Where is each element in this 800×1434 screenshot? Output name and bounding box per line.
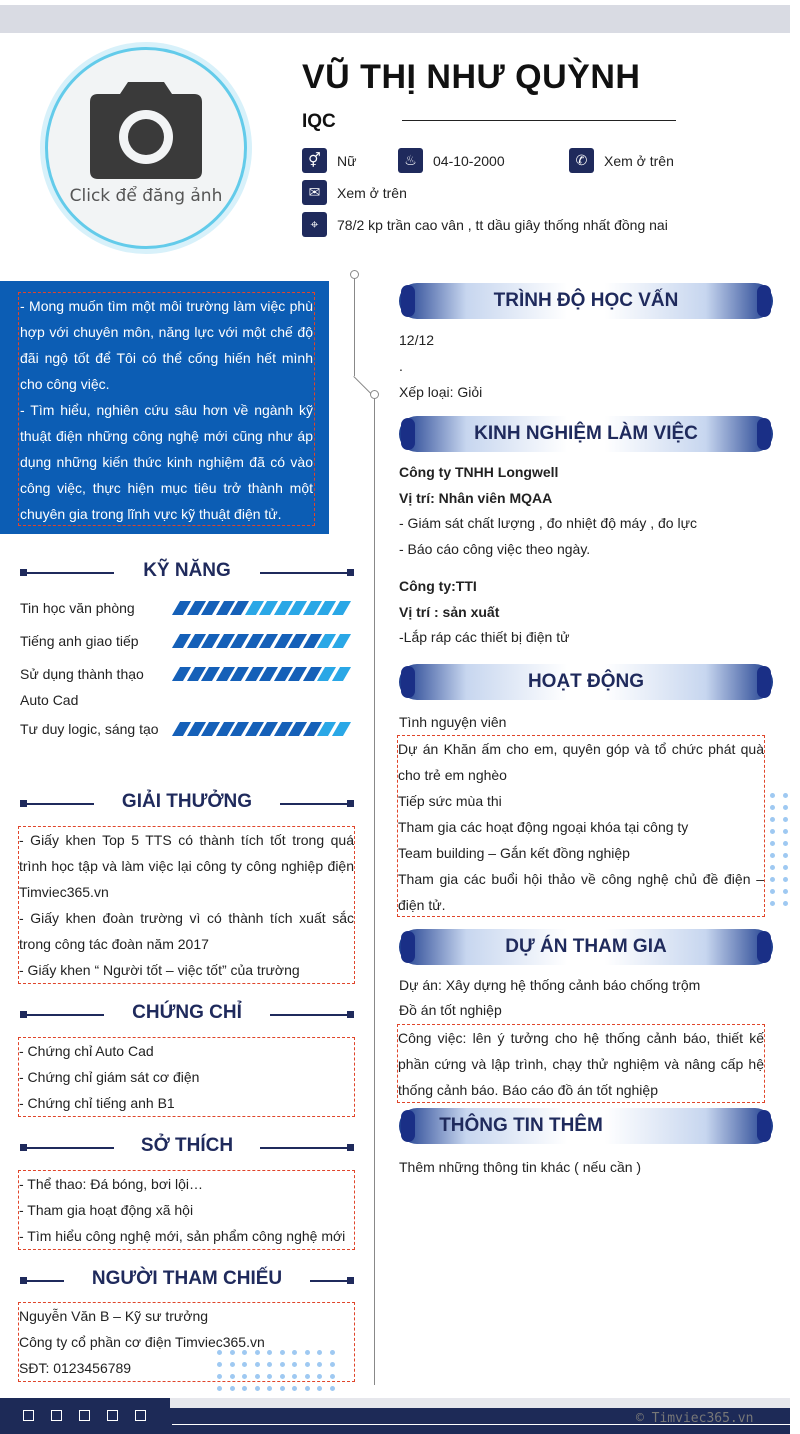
decorative-dot [770,793,775,798]
decorative-dot [330,1374,335,1379]
activity-item: Tham gia các buổi hội thảo về công nghệ chủ đề điện – điện tử. [398,871,764,913]
decorative-dot [770,805,775,810]
decorative-dot [770,877,775,882]
decorative-dot [770,889,775,894]
decorative-dot [242,1374,247,1379]
skill-name: Tin học văn phòng [20,600,135,616]
email-value: Xem ở trên [337,184,407,201]
decorative-dot [783,901,788,906]
decorative-dot [305,1374,310,1379]
skill-level-bar [176,722,350,736]
decorative-dot [292,1374,297,1379]
address-field [302,212,668,237]
education-heading [399,283,773,319]
reference-line: Nguyễn Văn B – Kỹ sư trưởng [19,1308,209,1324]
decorative-dot [770,901,775,906]
timeline-line [374,395,375,1385]
full-name: VŨ THỊ NHƯ QUỲNH [302,58,641,96]
skill-level-bar [176,667,350,681]
decorative-dot [280,1386,285,1391]
extra-info-heading [399,1108,773,1144]
certificate-item: - Chứng chỉ tiếng anh B1 [19,1095,175,1111]
hobbies-text[interactable] [18,1170,355,1250]
decorative-dot [217,1350,222,1355]
project-work-text[interactable] [397,1024,765,1103]
decorative-dot [217,1386,222,1391]
decorative-dot [783,805,788,810]
decorative-dot [770,817,775,822]
activities-text[interactable] [397,735,765,917]
decorative-dot [783,853,788,858]
divider [402,120,676,121]
skill-name: Sử dụng thành thạo Auto Cad [20,666,144,708]
decorative-dot [267,1350,272,1355]
timeline-dot [370,390,379,399]
job-task: -Lắp ráp các thiết bị điện tử [399,629,570,645]
section-title: THÔNG TIN THÊM [439,1115,603,1136]
decorative-dot [305,1362,310,1367]
activity-item: Tiếp sức mùa thi [398,793,502,809]
decorative-dot [255,1362,260,1367]
gender-value: Nữ [337,152,357,169]
decorative-dot [217,1374,222,1379]
section-title: CHỨNG CHỈ [132,1002,242,1023]
reference-line: SĐT: 0123456789 [19,1360,132,1376]
decorative-dot [217,1362,222,1367]
objective-paragraph: - Mong muốn tìm một môi trường làm việc phù hợp với chuyên môn, năng lực với một chế độ đãi ngộ tốt để Tôi có thể cống hiến hết mình cho công việc. [20,298,313,392]
decorative-dot [770,853,775,858]
decorative-dot [242,1350,247,1355]
decorative-dot [330,1362,335,1367]
camera-icon[interactable] [90,82,202,179]
decorative-dot [783,829,788,834]
project-work: Công việc: lên ý tưởng cho hệ thống cảnh báo, thiết kế phần cứng và lập trình, chạy thử nghiệm và nâng cấp hệ thống cảnh báo. Báo cáo đồ án tốt nghiệp [398,1030,764,1098]
decorative-dot [255,1350,260,1355]
objective-paragraph: - Tìm hiểu, nghiên cứu sâu hơn về ngành kỹ thuật điện những công nghệ mới cũng như áp dụng những kiến thức kinh nghiệm đã có vào công việc, thực hiện mục tiêu trở thành một chuyên gia trong lĩnh vực kỹ thuật điện tử. [20,402,313,522]
project-name: Dự án: Xây dựng hệ thống cảnh báo chống trộm [399,977,701,993]
section-title: DỰ ÁN THAM GIA [505,936,667,957]
decorative-dot [242,1362,247,1367]
company-name: Công ty:TTI [399,578,477,594]
footer-square [51,1410,62,1421]
activity-item: Team building – Gắn kết đồng nghiệp [398,845,630,861]
job-role: Vị trí: Nhân viên MQAA [399,489,553,506]
skill-name: Tiếng anh giao tiếp [20,633,139,649]
career-objective-text[interactable] [18,292,315,526]
experience-heading [399,416,773,452]
decorative-dot [317,1362,322,1367]
decorative-dot [783,817,788,822]
footer-stripe [170,1398,790,1408]
section-title: SỞ THÍCH [140,1135,234,1156]
project-type: Đồ án tốt nghiệp [399,1002,502,1018]
education-line: Xếp loại: Giỏi [399,384,483,400]
award-item: - Giấy khen “ Người tốt – việc tốt” của trường [19,962,300,978]
decorative-dot [242,1386,247,1391]
gender-icon: ⚥ [302,148,327,173]
hobbies-heading [20,1135,354,1161]
education-line: 12/12 [399,332,435,348]
projects-heading [399,929,773,965]
decorative-dot [770,829,775,834]
decorative-dot [305,1350,310,1355]
footer-square [23,1410,34,1421]
hobby-item: - Tham gia hoạt động xã hội [19,1202,194,1218]
section-title: HOẠT ĐỘNG [527,671,645,692]
top-band [0,5,790,33]
email-field [302,180,407,205]
gender-field [302,148,356,173]
skill-level-bar [176,601,350,615]
decorative-dot [292,1350,297,1355]
decorative-dot [770,865,775,870]
certificate-item: - Chứng chỉ giám sát cơ điện [19,1069,200,1085]
decorative-dot [230,1350,235,1355]
address-value: 78/2 kp trần cao vân , tt dầu giây thống nhất đồng nai [337,216,668,233]
extra-info-text[interactable]: Thêm những thông tin khác ( nếu cần ) [399,1159,642,1175]
reference-line: Công ty cổ phần cơ điện Timviec365.vn [19,1334,265,1350]
decorative-dot [330,1386,335,1391]
hobby-item: - Thể thao: Đá bóng, bơi lội… [19,1176,204,1192]
decorative-dot [317,1374,322,1379]
phone-field [569,148,674,173]
birthday-cake-icon: ♨ [398,148,423,173]
decorative-dot [267,1362,272,1367]
decorative-dot [783,793,788,798]
skills-heading [20,560,354,586]
brand-watermark: © Timviec365.vn [636,1411,754,1426]
decorative-dot [783,865,788,870]
hobby-item: - Tìm hiểu công nghệ mới, sản phẩm công nghệ mới [19,1228,346,1244]
section-title: KỸ NĂNG [143,560,231,581]
decorative-dots [770,793,790,913]
decorative-dot [317,1350,322,1355]
job-task: - Báo cáo công việc theo ngày. [399,540,591,557]
decorative-dot [770,841,775,846]
activity-item: Tham gia các hoạt động ngoại khóa tại công ty [398,819,689,835]
job-role: Vị trí : sản xuất [399,603,500,620]
decorative-dot [330,1350,335,1355]
decorative-dot [783,841,788,846]
decorative-dot [317,1386,322,1391]
awards-heading [20,791,354,817]
decorative-dot [280,1362,285,1367]
section-title: NGƯỜI THAM CHIẾU [91,1268,283,1289]
decorative-dot [292,1386,297,1391]
section-title: KINH NGHIỆM LÀM VIỆC [474,423,698,444]
envelope-icon: ✉ [302,180,327,205]
skill-level-bar [176,634,350,648]
footer-square [79,1410,90,1421]
decorative-dot [292,1362,297,1367]
decorative-dot [255,1386,260,1391]
activities-heading [399,664,773,700]
phone-icon: ✆ [569,148,594,173]
decorative-dot [267,1374,272,1379]
decorative-dot [783,889,788,894]
job-task: - Giám sát chất lượng , đo nhiệt độ máy , đo lực [399,515,697,531]
experience-text[interactable] [399,460,697,651]
phone-value: Xem ở trên [604,152,674,169]
education-line: . [399,358,403,374]
certificates-heading [20,1002,354,1028]
footer-square [135,1410,146,1421]
activity-first: Tình nguyện viên [399,714,507,730]
decorative-dot [267,1386,272,1391]
project-info[interactable] [399,973,700,1023]
timeline-line [354,276,355,376]
section-title: TRÌNH ĐỘ HỌC VẤN [493,290,679,311]
section-title: GIẢI THƯỞNG [121,791,253,812]
birthday-value: 04-10-2000 [433,152,505,169]
certificates-text[interactable] [18,1037,355,1117]
certificate-item: - Chứng chỉ Auto Cad [19,1043,154,1059]
company-name: Công ty TNHH Longwell [399,464,559,480]
education-text[interactable] [399,327,482,405]
skill-name: Tư duy logic, sáng tạo [20,721,159,737]
activity-item: Dự án Khăn ấm cho em, quyên góp và tổ chức phát quà cho trẻ em nghèo [398,741,764,783]
decorative-dot [230,1386,235,1391]
job-position: IQC [302,111,336,132]
award-item: - Giấy khen Top 5 TTS có thành tích tốt trong quá trình học tập và làm việc lại công ty công nghiệp điện Timviec365.vn [19,832,354,900]
decorative-dot [305,1386,310,1391]
timeline-dot [350,270,359,279]
awards-text[interactable] [18,826,355,984]
references-heading [20,1268,354,1294]
footer-square [107,1410,118,1421]
decorative-dot [230,1374,235,1379]
location-pin-icon: ⌖ [302,212,327,237]
upload-photo-label[interactable]: Click để đăng ảnh [69,186,223,206]
award-item: - Giấy khen đoàn trường vì có thành tích xuất sắc trong công tác đoàn năm 2017 [19,910,354,952]
decorative-dots [217,1350,337,1390]
decorative-dot [230,1362,235,1367]
decorative-dot [255,1374,260,1379]
decorative-dot [783,877,788,882]
decorative-dot [280,1374,285,1379]
birthday-field [398,148,505,173]
decorative-dot [280,1350,285,1355]
